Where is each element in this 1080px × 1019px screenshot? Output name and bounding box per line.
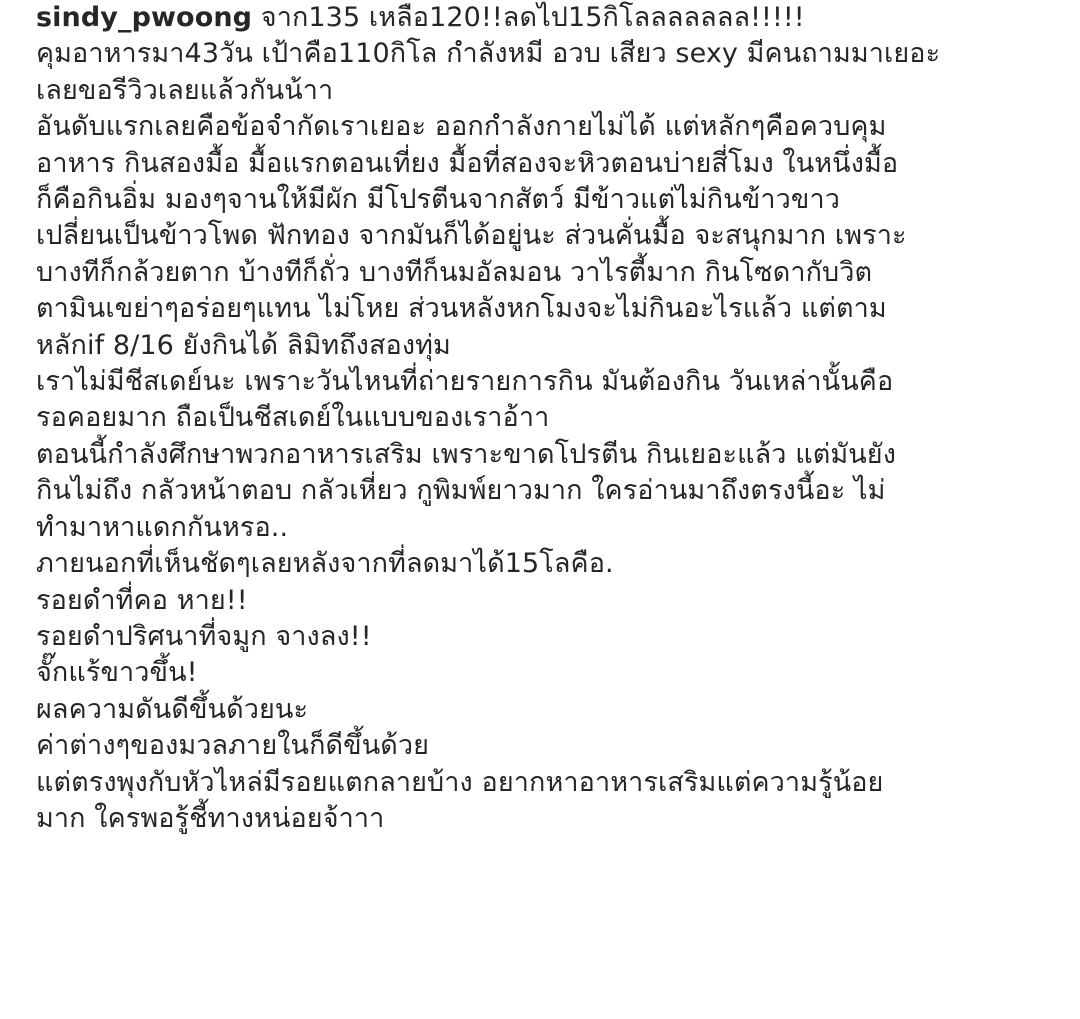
caption-line: รอยดำปริศนาที่จมูก จางลง!! <box>36 620 372 652</box>
caption-line: อาหาร กินสองมื้อ มื้อแรกตอนเที่ยง มื้อที่สองจะหิวตอนบ่ายสี่โมง ในหนึ่งมื้อ <box>36 147 899 179</box>
caption-line: ผลความดันดีขึ้นด้วยนะ <box>36 693 309 725</box>
caption-line: ตอนนี้กำลังศึกษาพวกอาหารเสริม เพราะขาดโปรตีน กินเยอะแล้ว แต่มันยัง <box>36 438 896 470</box>
caption-line: รอคอยมาก ถือเป็นชีสเดย์ในแบบของเราอ้าา <box>36 402 550 434</box>
caption-line: ตามินเขย่าๆอร่อยๆแทน ไม่โหย ส่วนหลังหกโมงจะไม่กินอะไรแล้ว แต่ตาม <box>36 293 887 325</box>
caption-line-1 <box>36 0 1076 36</box>
caption-text: จาก135 เหลือ120!!ลดไป15กิโลลลลลลล!!!!! <box>252 2 805 33</box>
caption-line: กินไม่ถึง กลัวหน้าตอบ กลัวเหี่ยว กูพิมพ์ยาวมาก ใครอ่านมาถึงตรงนี้อะ ไม่ <box>36 475 886 507</box>
caption-line: จั๊กแร้ขาวขึ้น! <box>36 657 198 689</box>
caption-line: คุมอาหารมา43วัน เป้าคือ110กิโล กำลังหมี อวบ เสียว sexy มีคนถามมาเยอะ <box>36 38 941 70</box>
post-caption <box>36 0 1076 837</box>
caption-line: ทำมาหาแดกกันหรอ.. <box>36 511 289 543</box>
caption-line: บางทีก็กล้วยตาก บ้างทีก็ถั่ว บางทีก็นมอัลมอน วาไรตี้มาก กินโซดากับวิต <box>36 256 873 288</box>
caption-line: ก็คือกินอิ่ม มองๆจานให้มีผัก มีโปรตีนจากสัตว์ มีข้าวแต่ไม่กินข้าวขาว <box>36 184 840 216</box>
caption-line: เปลี่ยนเป็นข้าวโพด ฟักทอง จากมันก็ได้อยู่นะ ส่วนคั่นมื้อ จะสนุกมาก เพราะ <box>36 220 907 252</box>
caption-line: แต่ตรงพุงกับหัวไหล่มีรอยแตกลายบ้าง อยากหาอาหารเสริมแต่ความรู้น้อย <box>36 766 884 798</box>
caption-line: ค่าต่างๆของมวลภายในก็ดีขึ้นด้วย <box>36 730 430 762</box>
caption-line: เลยขอรีวิวเลยแล้วกันน้าา <box>36 74 334 106</box>
username-link[interactable]: sindy_pwoong <box>36 2 253 33</box>
caption-line: อันดับแรกเลยคือข้อจำกัดเราเยอะ ออกกำลังกายไม่ได้ แต่หลักๆคือควบคุม <box>36 111 887 143</box>
caption-line: รอยดำที่คอ หาย!! <box>36 584 248 616</box>
caption-line: หลักif 8/16 ยังกินได้ ลิมิทถึงสองทุ่ม <box>36 329 451 361</box>
caption-line: ภายนอกที่เห็นชัดๆเลยหลังจากที่ลดมาได้15โลคือ. <box>36 548 614 580</box>
caption-line: มาก ใครพอรู้ชี้ทางหน่อยจ้าาา <box>36 802 385 834</box>
caption-line: เราไม่มีชีสเดย์นะ เพราะวันไหนที่ถ่ายรายการกิน มันต้องกิน วันเหล่านั้นคือ <box>36 366 894 398</box>
